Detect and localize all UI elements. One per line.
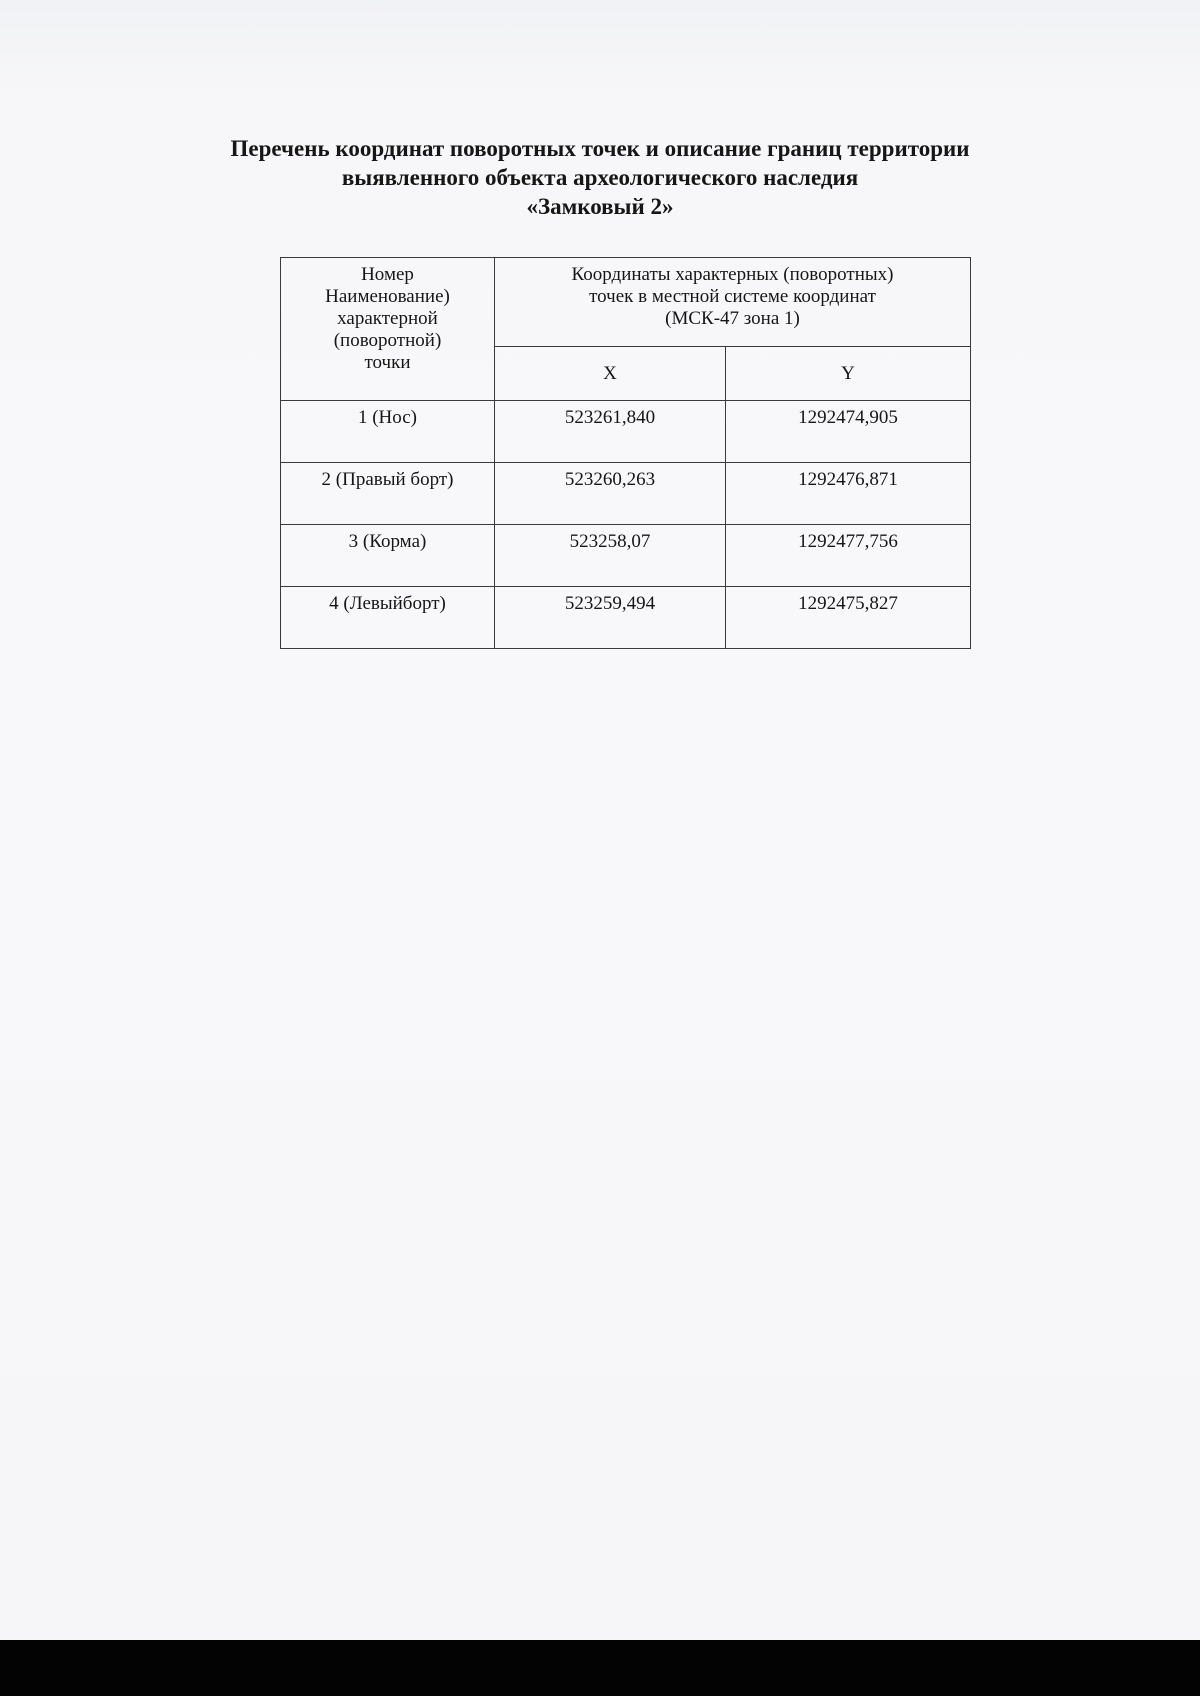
table-row xyxy=(281,587,971,649)
point-name-cell: 3 (Корма) xyxy=(281,525,495,587)
point-name-header-line: Номер xyxy=(361,264,414,285)
y-column-header: Y xyxy=(726,347,971,401)
title-line-3: «Замковый 2» xyxy=(526,194,674,219)
y-coordinate-cell: 1292477,756 xyxy=(726,525,971,587)
y-coordinate-cell: 1292475,827 xyxy=(726,587,971,649)
y-coordinate-cell: 1292474,905 xyxy=(726,401,971,463)
point-name-header-line: Наименование) xyxy=(325,286,450,307)
coordinates-header-line: (МСК-47 зона 1) xyxy=(665,308,800,329)
point-name-cell: 4 (Левыйборт) xyxy=(281,587,495,649)
x-column-header: X xyxy=(495,347,726,401)
coordinates-header-line: точек в местной системе координат xyxy=(589,286,876,307)
point-name-header xyxy=(281,258,495,401)
point-name-cell: 2 (Правый борт) xyxy=(281,463,495,525)
coordinates-table xyxy=(280,257,971,649)
x-coordinate-cell: 523260,263 xyxy=(495,463,726,525)
table-row xyxy=(281,525,971,587)
x-coordinate-cell: 523261,840 xyxy=(495,401,726,463)
table-row xyxy=(281,401,971,463)
point-name-header-line: (поворотной) xyxy=(333,330,442,351)
x-coordinate-cell: 523258,07 xyxy=(495,525,726,587)
x-coordinate-cell: 523259,494 xyxy=(495,587,726,649)
coordinates-header xyxy=(495,258,971,347)
scan-bottom-edge xyxy=(0,1640,1200,1696)
y-coordinate-cell: 1292476,871 xyxy=(726,463,971,525)
point-name-header-line: характерной xyxy=(337,308,438,329)
point-name-header-line: точки xyxy=(364,352,411,373)
coordinates-header-line: Координаты характерных (поворотных) xyxy=(571,264,894,285)
point-name-cell: 1 (Нос) xyxy=(281,401,495,463)
document-title xyxy=(0,134,1200,221)
table-row xyxy=(281,463,971,525)
title-line-2: выявленного объекта археологического наследия xyxy=(341,165,859,190)
title-line-1: Перечень координат поворотных точек и описание границ территории xyxy=(230,136,970,161)
table-header-row xyxy=(281,258,971,347)
